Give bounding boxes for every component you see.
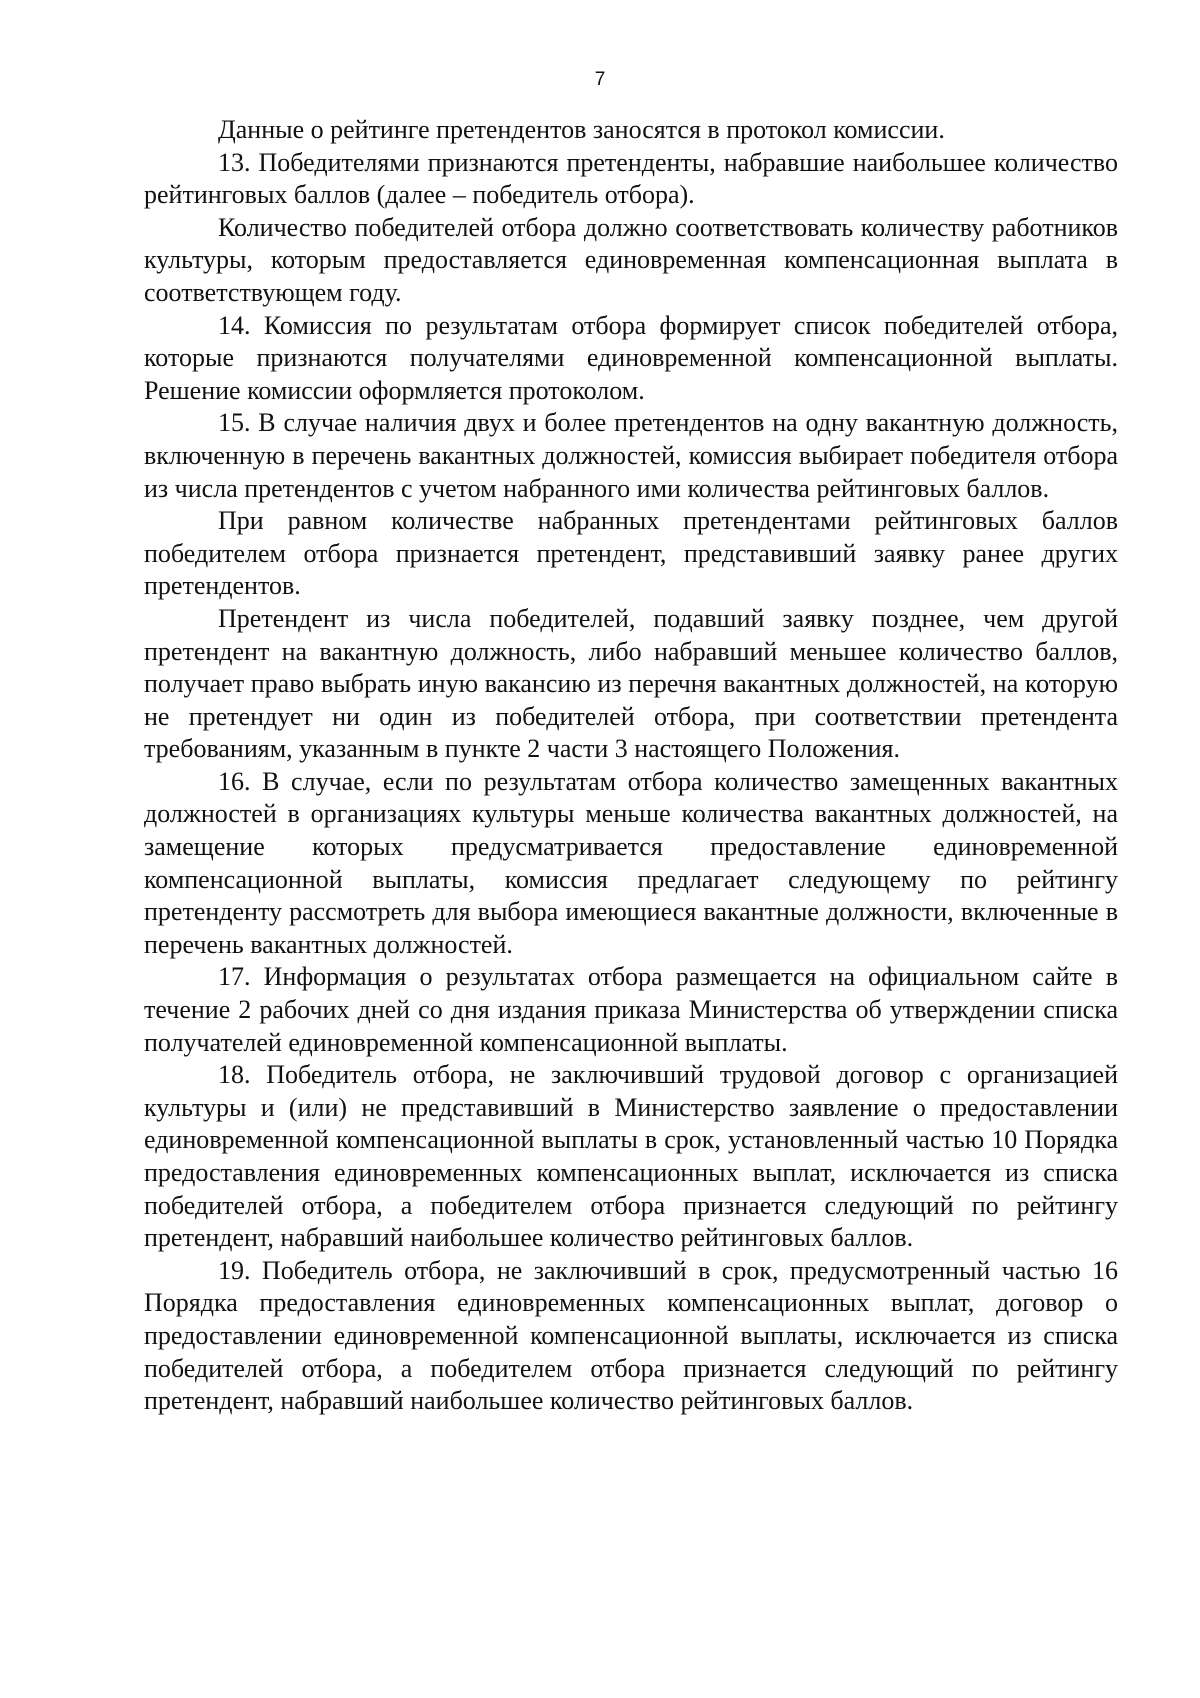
paragraph-18-exclusion-contract: 18. Победитель отбора, не заключивший трудовой договор с организацией культуры и (или) не представивший в Министерство заявление о предоставлении единовременной компенсационной выплаты в срок, установленный частью 10 Порядка предоставления единовременных компенсационных выплат, исключается из списка победителей отбора, а победителем отбора признается следующий по рейтингу претендент, набравший наибольшее количество рейтинговых баллов. [144,1060,1118,1253]
paragraph-other-vacancy: Претендент из числа победителей, подавший заявку позднее, чем другой претендент на вакантную должность, либо набравший меньшее количество баллов, получает право выбрать иную вакансию из перечня вакантных должностей, на которую не претендует ни один из победителей отбора, при соответствии претендента требованиям, указанным в пункте 2 части 3 настоящего Положения. [144,603,1118,764]
document-body [144,114,1118,1418]
paragraph-19-exclusion-agreement: 19. Победитель отбора, не заключивший в срок, предусмотренный частью 16 Порядка предоставления единовременных компенсационных выплат, договор о предоставлении единовременной компенсационной выплаты, исключается из списка победителей отбора, а победителем отбора признается следующий по рейтингу претендент, набравший наибольшее количество рейтинговых баллов. [144,1255,1118,1416]
paragraph-14-commission-list: 14. Комиссия по результатам отбора формирует список победителей отбора, которые признаются получателями единовременной компенсационной выплаты. Решение комиссии оформляется протоколом. [144,310,1118,405]
paragraph-rating-protocol: Данные о рейтинге претендентов заносятся в протокол комиссии. [218,115,945,144]
page-number: 7 [594,69,606,90]
paragraph-winners-count: Количество победителей отбора должно соответствовать количеству работников культуры, которым предоставляется единовременная компенсационная выплата в соответствующем году. [144,212,1118,307]
paragraph-16-remaining-vacancies: 16. В случае, если по результатам отбора количество замещенных вакантных должностей в организациях культуры меньше количества вакантных должностей, на замещение которых предусматривается предоставление единовременной компенсационной выплаты, комиссия предлагает следующему по рейтингу претенденту рассмотреть для выбора имеющиеся вакантные должности, включенные в перечень вакантных должностей. [144,766,1118,959]
paragraph-equal-score: При равном количестве набранных претендентами рейтинговых баллов победителем отбора признается претендент, представивший заявку ранее других претендентов. [144,506,1118,601]
paragraph-15-multiple-applicants: 15. В случае наличия двух и более претендентов на одну вакантную должность, включенную в перечень вакантных должностей, комиссия выбирает победителя отбора из числа претендентов с учетом набранного ими количества рейтинговых баллов. [144,408,1118,503]
paragraph-17-publication: 17. Информация о результатах отбора размещается на официальном сайте в течение 2 рабочих дней со дня издания приказа Министерства об утверждении списка получателей единовременной компенсационной выплаты. [144,962,1118,1057]
paragraph-13-winners: 13. Победителями признаются претенденты, набравшие наибольшее количество рейтинговых баллов (далее – победитель отбора). [144,147,1118,210]
